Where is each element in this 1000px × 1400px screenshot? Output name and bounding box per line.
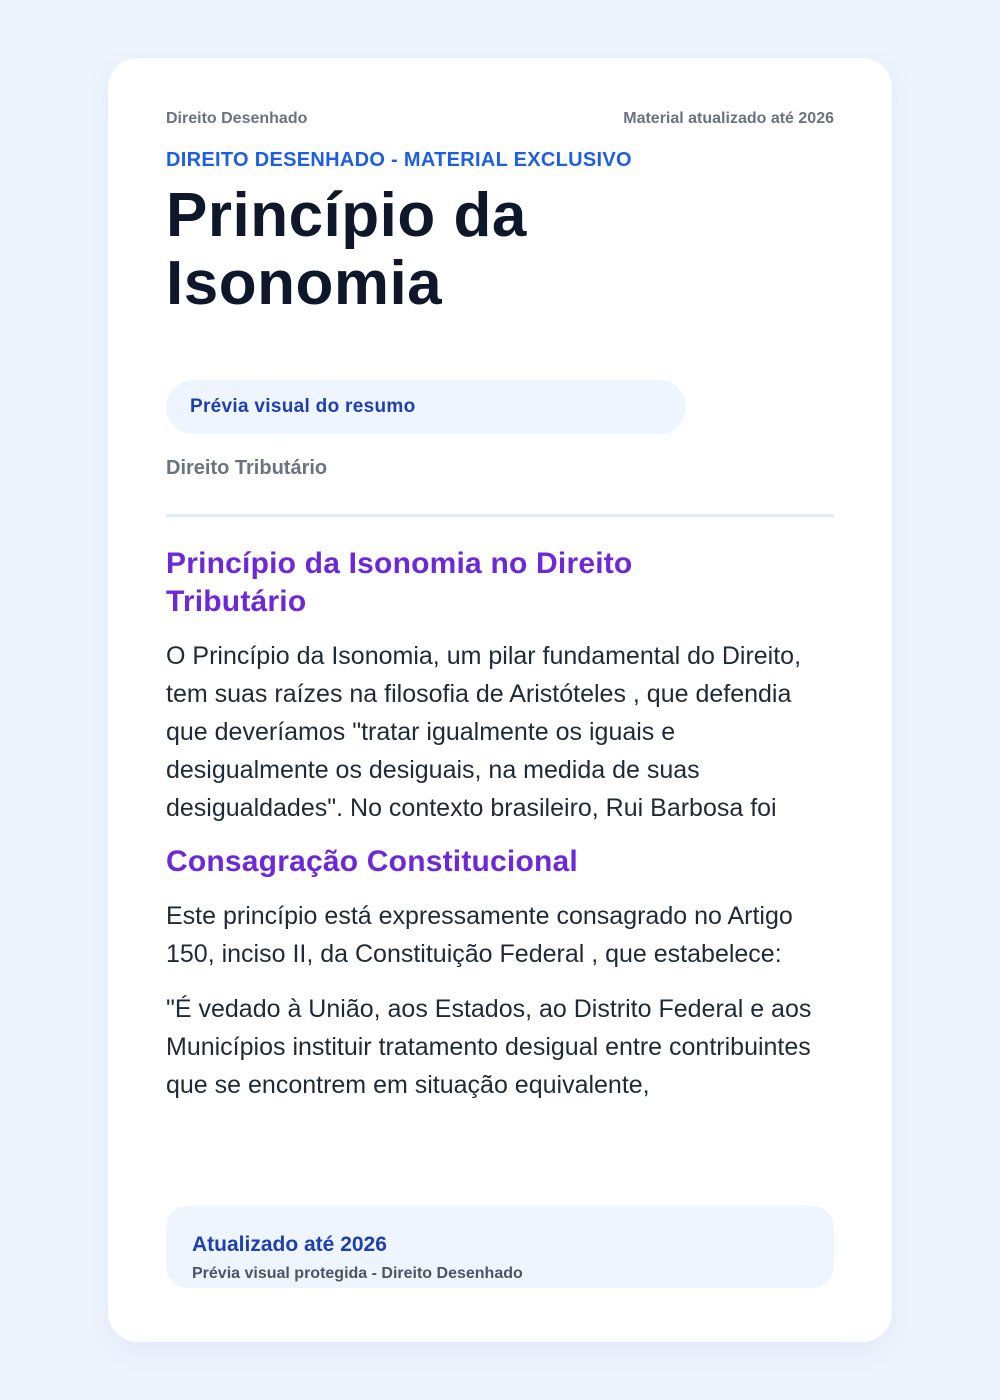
section-paragraph: Este princípio está expressamente consagrado no Artigo 150, inciso II, da Constituição Federal , que estabelece: xyxy=(166,902,793,968)
footer-subtitle: Prévia visual protegida - Direito Desenhado xyxy=(192,1265,523,1282)
section-heading: Consagração Constitucional xyxy=(166,845,578,878)
section-paragraph: O Princípio da Isonomia, um pilar fundamental do Direito, tem suas raízes na filosofia de Aristóteles , que defendia que deveríamos "tratar igualmente os iguais e desigualmente os desiguais, na medida de suas desigualdades". No contexto brasileiro, Rui Barbosa foi xyxy=(166,642,802,822)
eyebrow-label: DIREITO DESENHADO - MATERIAL EXCLUSIVO xyxy=(166,149,632,171)
brand-name: Direito Desenhado xyxy=(166,110,308,127)
quote-paragraph: "É vedado à União, aos Estados, ao Distrito Federal e aos Municípios instituir tratamento desigual entre contribuintes que se encontrem em situação equivalente, xyxy=(166,995,812,1099)
divider xyxy=(166,514,834,517)
page-title: Princípio da Isonomia xyxy=(166,181,527,318)
footer-title: Atualizado até 2026 xyxy=(192,1233,387,1256)
document-card xyxy=(108,58,892,1342)
update-note: Material atualizado até 2026 xyxy=(623,110,834,127)
top-bar xyxy=(166,108,834,130)
footer-box xyxy=(166,1206,834,1288)
subject-label: Direito Tributário xyxy=(166,457,328,479)
section-heading: Princípio da Isonomia no Direito Tributário xyxy=(166,547,633,618)
preview-badge: Prévia visual do resumo xyxy=(166,380,686,434)
